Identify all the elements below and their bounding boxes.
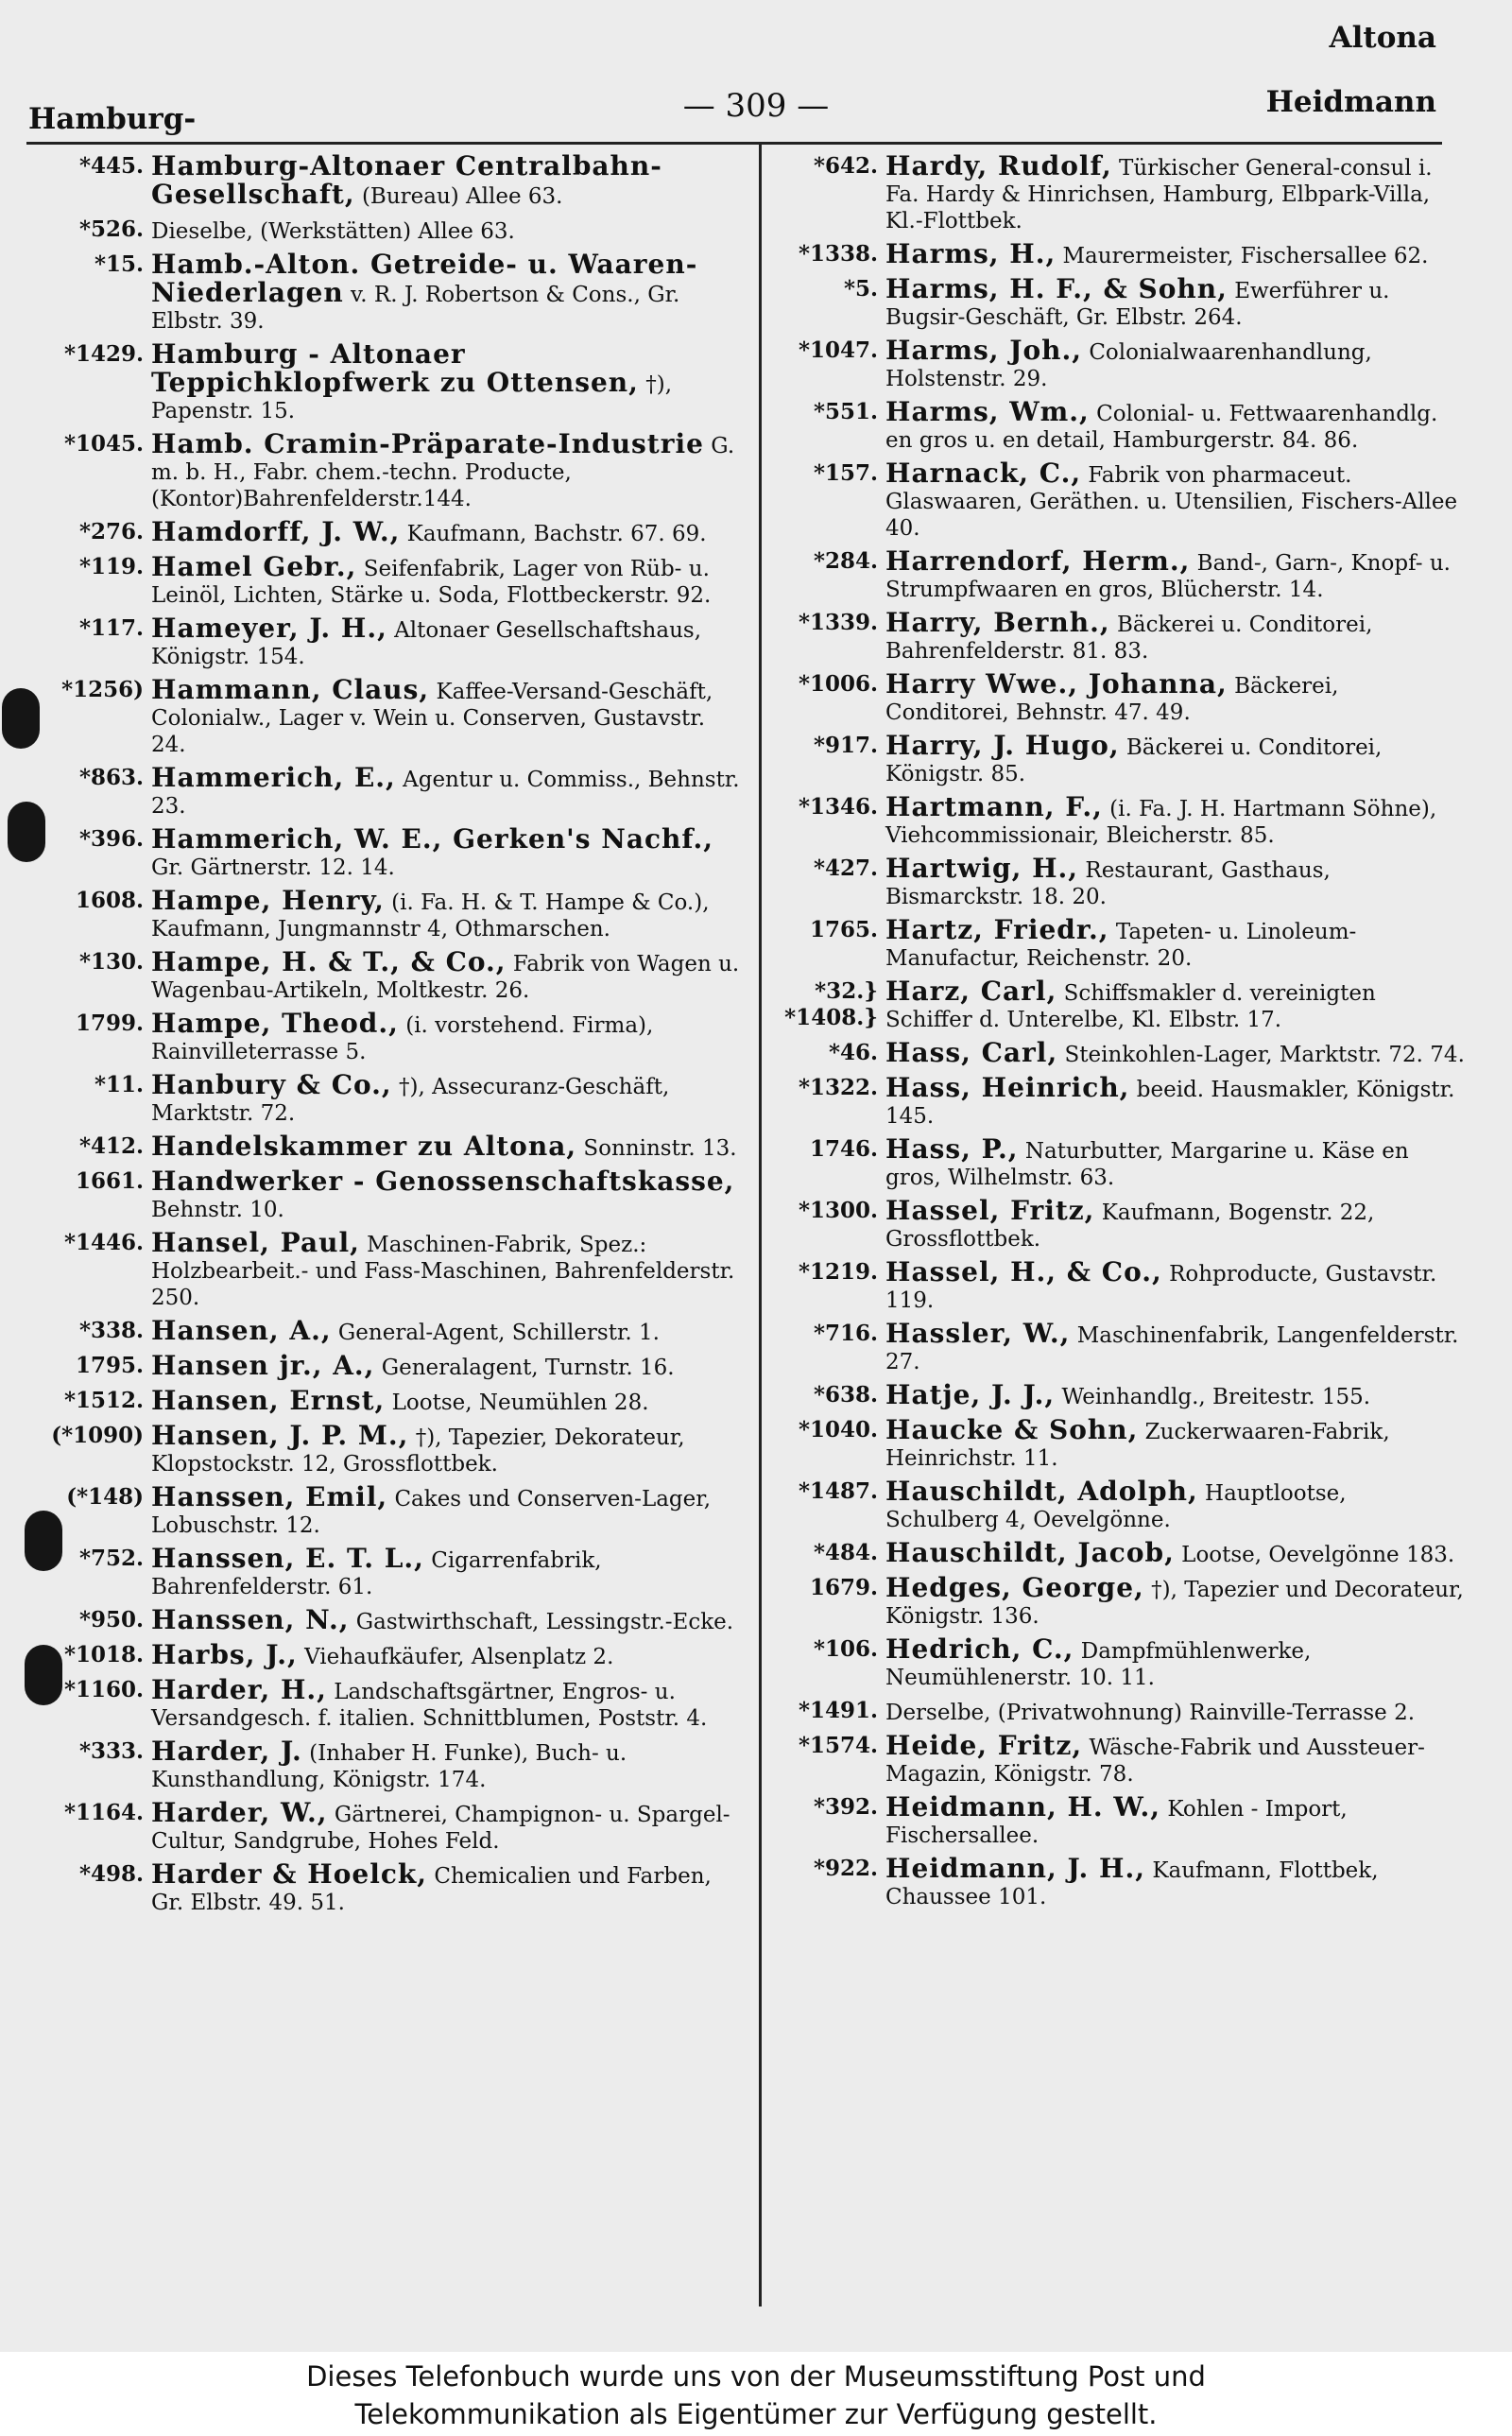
entry-detail: Chemicalien und Farben, Gr. Elbstr. 49. 51. [151,1864,712,1915]
phone-number: 1608. [75,888,144,913]
footer-note [0,2352,1512,2436]
directory-entry [761,1698,1465,1726]
entry-detail: Wäsche-Fabrik und Aussteuer-Magazin, Königstr. 78. [885,1736,1425,1787]
entry-detail: Kaufmann, Bogenstr. 22, Grossflottbek. [885,1201,1375,1252]
entry-name: Harz, Carl, [885,976,1057,1007]
entry-name: Hauschildt, Adolph, [885,1476,1198,1507]
entry-detail: Lootse, Oevelgönne 183. [1181,1543,1455,1567]
directory-entry [761,1195,1465,1253]
directory-entry [26,1069,743,1127]
entry-name: Haucke & Sohn, [885,1414,1139,1445]
directory-entry [26,251,743,335]
directory-entry [761,337,1465,392]
phone-number: *526. [78,216,144,242]
phone-number: *1300. [798,1198,878,1223]
entry-name: Hassel, H., & Co., [885,1256,1162,1287]
phone-number: *5. [843,276,878,302]
phone-number: *863. [78,765,144,790]
entry-name: Harder, H., [151,1674,327,1705]
entry-name: Hammann, Claus, [151,674,430,705]
directory-entry [26,946,743,1004]
entry-detail: Band-, Garn-, Knopf- u. Strumpfwaaren en gros, Blücherstr. 14. [885,551,1451,602]
entry-name: Harder, J. [151,1736,302,1767]
directory-entry [26,1797,743,1855]
phone-number: *1346. [798,794,878,820]
entry-detail: Tapeten- u. Linoleum-Manufactur, Reichenstr. 20. [885,920,1357,971]
directory-entry [26,1385,743,1416]
entry-name: Hardy, Rudolf, [885,150,1112,181]
entry-name: Harms, Wm., [885,396,1090,427]
entry-detail: Behnstr. 10. [151,1198,284,1222]
directory-entry [761,273,1465,331]
directory-entry [761,1478,1465,1533]
directory-entry [761,460,1465,542]
entry-detail: General-Agent, Schillerstr. 1. [337,1321,660,1345]
directory-entry [761,545,1465,603]
entry-detail: Altonaer Gesellschaftshaus, Königstr. 154. [151,618,702,669]
entry-name: Harbs, J., [151,1639,298,1670]
phone-number: *1429. [63,341,144,367]
phone-number: *1322. [798,1075,878,1100]
entry-detail: Steinkohlen-Lager, Marktstr. 72. 74. [1064,1043,1465,1067]
entry-name: Hansen jr., A., [151,1350,375,1381]
entry-detail: Ewerführer u. Bugsir-Geschäft, Gr. Elbstr. 264. [885,279,1390,330]
phone-number: *412. [78,1133,144,1159]
phone-number: *46. [828,1040,878,1065]
entry-name: Hansen, A., [151,1315,332,1346]
running-head-right: Heidmann [1265,85,1436,119]
directory-entry [761,1037,1465,1068]
entry-name: Hartwig, H., [885,853,1079,884]
phone-number: *1574. [798,1733,878,1758]
entry-detail: Weinhandlg., Breitestr. 155. [1061,1385,1371,1409]
entry-detail: Restaurant, Gasthaus, Bismarckstr. 18. 20. [885,858,1331,909]
entry-name: Harnack, C., [885,458,1082,489]
entry-name: Harder, W., [151,1797,328,1828]
phone-number: *642. [813,153,878,179]
entry-name: Hamdorff, J. W., [151,516,401,547]
entry-name: Hedrich, C., [885,1633,1074,1665]
directory-entry [761,914,1465,972]
directory-entry [761,1379,1465,1410]
entry-name: Hampe, Henry, [151,885,385,916]
entry-detail: Naturbutter, Margarine u. Käse en gros, Wilhelmstr. 63. [885,1139,1409,1190]
phone-number: *1487. [798,1478,878,1504]
directory-entry [26,1674,743,1732]
entry-name: Hedges, George, [885,1572,1144,1603]
entry-name: Hamb.-Alton. Getreide- u. Waaren-Niederlagen [151,249,698,308]
directory-entry [26,615,743,670]
directory-entry [761,668,1465,726]
phone-number: *1338. [798,241,878,267]
directory-entry [761,1791,1465,1849]
directory-entry [761,1730,1465,1788]
entry-name: Hansen, J. P. M., [151,1420,409,1451]
entry-name: Harrendorf, Herm., [885,545,1191,577]
entry-name: Hanbury & Co., [151,1069,392,1100]
directory-entry [26,551,743,609]
directory-entry [26,1481,743,1539]
phone-number: *15. [94,251,144,277]
entry-name: Hassler, W., [885,1318,1071,1349]
entry-detail: Gr. Gärtnerstr. 12. 14. [151,855,395,880]
entry-detail: †), Papenstr. 15. [151,372,673,423]
phone-number: *392. [813,1794,878,1820]
entry-name: Hampe, H. & T., & Co., [151,946,507,977]
entry-detail: Rohproducte, Gustavstr. 119. [885,1262,1437,1313]
phone-number: *130. [78,949,144,975]
phone-number: *11. [94,1072,144,1097]
entry-detail: Cigarrenfabrik, Bahrenfelderstr. 61. [151,1548,602,1599]
directory-entry [761,1072,1465,1130]
entry-name: Hampe, Theod., [151,1008,399,1039]
entry-detail: Bäckerei u. Conditorei, Bahrenfelderstr. 81. 83. [885,613,1373,664]
left-column [26,150,743,1923]
phone-number: *1491. [798,1698,878,1723]
entry-detail: Sonninstr. 13. [583,1136,737,1161]
entry-detail: Dieselbe, (Werkstätten) Allee 63. [151,219,515,244]
entry-detail: Bäckerei, Conditorei, Behnstr. 47. 49. [885,674,1339,725]
directory-entry [761,1318,1465,1375]
directory-entry [761,1633,1465,1691]
entry-detail: G. m. b. H., Fabr. chem.-techn. Producte,(Kontor)Bahrenfelderstr.144. [151,434,735,511]
entry-detail: Maurermeister, Fischersallee 62. [1062,244,1429,268]
entry-detail: Generalagent, Turnstr. 16. [381,1356,675,1380]
entry-name: Hameyer, J. H., [151,613,387,644]
phone-number: *119. [78,554,144,579]
entry-name: Hamel Gebr., [151,551,357,582]
phone-number: *117. [78,615,144,641]
phone-number: *1219. [798,1259,878,1285]
phone-number: *917. [813,733,878,758]
directory-entry [26,516,743,547]
entry-detail: Schiffsmakler d. vereinigten Schiffer d. Unterelbe, Kl. Elbstr. 17. [885,981,1376,1032]
entry-name: Hamb. Cramin-Präparate-Industrie [151,428,704,459]
directory-entry [761,1133,1465,1191]
entry-detail: Derselbe, (Privatwohnung) Rainville-Terrasse 2. [885,1701,1416,1725]
entry-name: Heide, Fritz, [885,1730,1083,1761]
phone-number: *922. [813,1856,878,1881]
phone-number: 1799. [75,1011,144,1036]
entry-name: Hanssen, Emil, [151,1481,388,1512]
directory-entry [26,1420,743,1477]
directory-entry [761,1414,1465,1472]
phone-number: *427. [813,855,878,881]
entry-name: Hatje, J. J., [885,1379,1056,1410]
phone-number: *638. [813,1382,878,1408]
entry-name: Handwerker - Genossenschaftskasse, [151,1166,735,1197]
phone-number: *752. [78,1546,144,1571]
entry-name: Harms, Joh., [885,335,1083,366]
entry-detail: Agentur u. Commiss., Behnstr. 23. [151,768,740,819]
directory-entry [761,730,1465,787]
phone-number: (*148) [66,1484,144,1510]
entry-detail: †), Tapezier und Decorateur, Königstr. 136. [885,1578,1464,1629]
entry-detail: Seifenfabrik, Lager von Rüb- u. Leinöl, Lichten, Stärke u. Soda, Flottbeckerstr. 92. [151,557,712,608]
directory-entry [761,1256,1465,1314]
footer-line-2: Telekommunikation als Eigentümer zur Verfügung gestellt. [354,2398,1158,2430]
page-number: — 309 — [682,87,830,125]
entry-detail: Landschaftsgärtner, Engros- u. Versandgesch. f. italien. Schnittblumen, Poststr. 4. [151,1680,708,1731]
entry-name: Harry, Bernh., [885,607,1110,638]
entry-name: Hanssen, E. T. L., [151,1543,424,1574]
entry-name: Hansel, Paul, [151,1227,360,1258]
entry-name: Hartmann, F., [885,791,1103,822]
entry-detail: Türkischer General-consul i. Fa. Hardy & Hinrichsen, Hamburg, Elbpark-Villa, Kl.-Flottbek. [885,156,1433,233]
phone-number: *1446. [63,1230,144,1255]
directory-entry [26,1639,743,1670]
entry-detail: Gärtnerei, Champignon- u. Spargel-Cultur, Sandgrube, Hohes Feld. [151,1803,730,1854]
phone-number: *484. [813,1540,878,1565]
entry-name: Handelskammer zu Altona, [151,1131,577,1162]
entry-detail: Dampfmühlenwerke, Neumühlenerstr. 10. 11. [885,1639,1312,1690]
entry-detail: Kohlen - Import, Fischersallee. [885,1797,1348,1848]
directory-entry [26,1350,743,1381]
directory-entry [761,607,1465,665]
header-rule [26,142,1442,145]
directory-entry [761,1537,1465,1568]
directory-entry [26,338,743,424]
entry-detail: Colonial- u. Fettwaarenhandlg. en gros u. en detail, Hamburgerstr. 84. 86. [885,402,1438,453]
directory-entry [761,855,1465,910]
entry-name: Harry Wwe., Johanna, [885,668,1228,700]
directory-entry [761,396,1465,454]
entry-detail: Lootse, Neumühlen 28. [391,1391,649,1415]
directory-entry [26,1543,743,1600]
entry-detail: Kaffee-Versand-Geschäft, Colonialw., Lager v. Wein u. Conserven, Gustavstr. 24. [151,680,713,757]
directory-entry [26,1168,743,1223]
phone-number: *716. [813,1321,878,1346]
entry-detail: (i. Fa. H. & T. Hampe & Co.), Kaufmann, Jungmannstr 4, Othmarschen. [151,890,710,942]
entry-name: Hamburg - Altonaer Teppichklopfwerk zu Ottensen, [151,338,639,398]
phone-number: 1765. [809,917,878,942]
directory-entry [761,238,1465,269]
entry-detail: Colonialwaarenhandlung, Holstenstr. 29. [885,340,1372,391]
phone-number: *1339. [798,610,878,635]
directory-entry [26,1227,743,1311]
phone-number: *1006. [798,671,878,697]
entry-detail: Kaufmann, Bachstr. 67. 69. [406,522,707,546]
entry-detail: †), Assecuranz-Geschäft, Marktstr. 72. [151,1075,670,1126]
entry-name: Harry, J. Hugo, [885,730,1120,761]
directory-entry [26,1315,743,1346]
entry-name: Hammerich, E., [151,762,396,793]
entry-name: Hass, P., [885,1133,1019,1165]
entry-name: Hauschildt, Jacob, [885,1537,1175,1568]
phone-number: *1018. [63,1642,144,1667]
directory-entry [26,150,743,210]
running-head-left: Hamburg- [28,102,197,136]
directory-entry [26,1858,743,1916]
phone-number: *445. [78,153,144,179]
directory-entry [761,791,1465,849]
phone-number: *498. [78,1861,144,1887]
phone-number: *1040. [798,1417,878,1443]
entry-name: Hamburg-Altonaer Centralbahn-Gesellschaft, [151,150,662,210]
phone-number: *32.} *1408.} [784,978,878,1030]
entry-detail: Gastwirthschaft, Lessingstr.-Ecke. [355,1610,734,1634]
phone-number: *1256) [61,677,144,702]
phone-number: (*1090) [51,1423,144,1448]
entry-detail: (Inhaber H. Funke), Buch- u. Kunsthandlung, Königstr. 174. [151,1741,627,1792]
entry-detail: Maschinenfabrik, Langenfelderstr. 27. [885,1323,1459,1374]
entry-name: Hansen, Ernst, [151,1385,386,1416]
entry-name: Hammerich, W. E., Gerken's Nachf., [151,823,713,855]
running-head-right-top: Altona [1329,21,1436,55]
entry-name: Hass, Carl, [885,1037,1058,1068]
entry-detail: Hauptlootse, Schulberg 4, Oevelgönne. [885,1481,1347,1532]
entry-detail: (Bureau) Allee 63. [361,184,563,209]
entry-detail: Cakes und Conserven-Lager, Lobuschstr. 12. [151,1487,712,1538]
entry-name: Heidmann, H. W., [885,1791,1160,1823]
directory-entry [26,674,743,758]
entry-detail: (i. vorstehend. Firma), Rainvilleterrasse 5. [151,1013,654,1064]
directory-entry [761,150,1465,234]
directory-entry [26,823,743,881]
entry-detail: v. R. J. Robertson & Cons., Gr. Elbstr. 39. [151,283,680,334]
directory-entry [26,762,743,820]
phone-number: *284. [813,548,878,574]
directory-entry [26,216,743,245]
phone-number: *1164. [63,1800,144,1825]
directory-entry [26,428,743,512]
phone-number: *551. [813,399,878,424]
directory-entry [26,1738,743,1793]
entry-name: Hanssen, N., [151,1604,350,1635]
entry-detail: Zuckerwaaren-Fabrik, Heinrichstr. 11. [885,1420,1390,1471]
directory-entry [761,978,1465,1033]
right-column [761,150,1465,1917]
phone-number: *333. [78,1738,144,1764]
entry-detail: Fabrik von pharmaceut. Glaswaaren, Geräthen. u. Utensilien, Fischers-Allee 40. [885,463,1458,541]
directory-entry [26,885,743,942]
phone-number: *396. [78,826,144,852]
entry-detail: (i. Fa. J. H. Hartmann Söhne), Viehcommissionair, Bleicherstr. 85. [885,797,1437,848]
phone-number: *157. [813,460,878,486]
entry-detail: Bäckerei u. Conditorei, Königstr. 85. [885,735,1383,786]
entry-name: Hartz, Friedr., [885,914,1109,945]
phone-number: *106. [813,1636,878,1662]
phone-number: 1679. [809,1575,878,1600]
directory-entry [761,1572,1465,1630]
entry-detail: beeid. Hausmakler, Königstr. 145. [885,1078,1455,1129]
entry-detail: †), Tapezier, Dekorateur, Klopstockstr. 12, Grossflottbek. [151,1425,685,1477]
phone-number: 1661. [75,1168,144,1194]
phone-number: 1795. [75,1353,144,1378]
entry-name: Harms, H., [885,238,1057,269]
footer-line-1: Dieses Telefonbuch wurde uns von der Museumsstiftung Post und [306,2360,1206,2393]
phone-number: *950. [78,1607,144,1633]
entry-detail: Kaufmann, Flottbek, Chaussee 101. [885,1858,1379,1909]
phone-number: *276. [78,519,144,544]
phone-number: *338. [78,1318,144,1343]
phone-number: *1512. [63,1388,144,1413]
entry-detail: Viehaufkäufer, Alsenplatz 2. [304,1645,614,1669]
entry-name: Harder & Hoelck, [151,1858,428,1890]
phone-number: *1047. [798,337,878,363]
entry-detail: Maschinen-Fabrik, Spez.: Holzbearbeit.- und Fass-Maschinen, Bahrenfelderstr. 250. [151,1233,735,1310]
directory-entry [761,1853,1465,1910]
entry-name: Hassel, Fritz, [885,1195,1095,1226]
entry-name: Harms, H. F., & Sohn, [885,273,1228,304]
phone-number: *1160. [63,1677,144,1702]
entry-name: Heidmann, J. H., [885,1853,1145,1884]
phone-number: 1746. [809,1136,878,1162]
directory-entry [26,1133,743,1162]
entry-name: Hass, Heinrich, [885,1072,1130,1103]
directory-entry [26,1604,743,1635]
directory-entry [26,1008,743,1065]
phone-number: *1045. [63,431,144,457]
entry-detail: Fabrik von Wagen u. Wagenbau-Artikeln, Moltkestr. 26. [151,952,740,1003]
